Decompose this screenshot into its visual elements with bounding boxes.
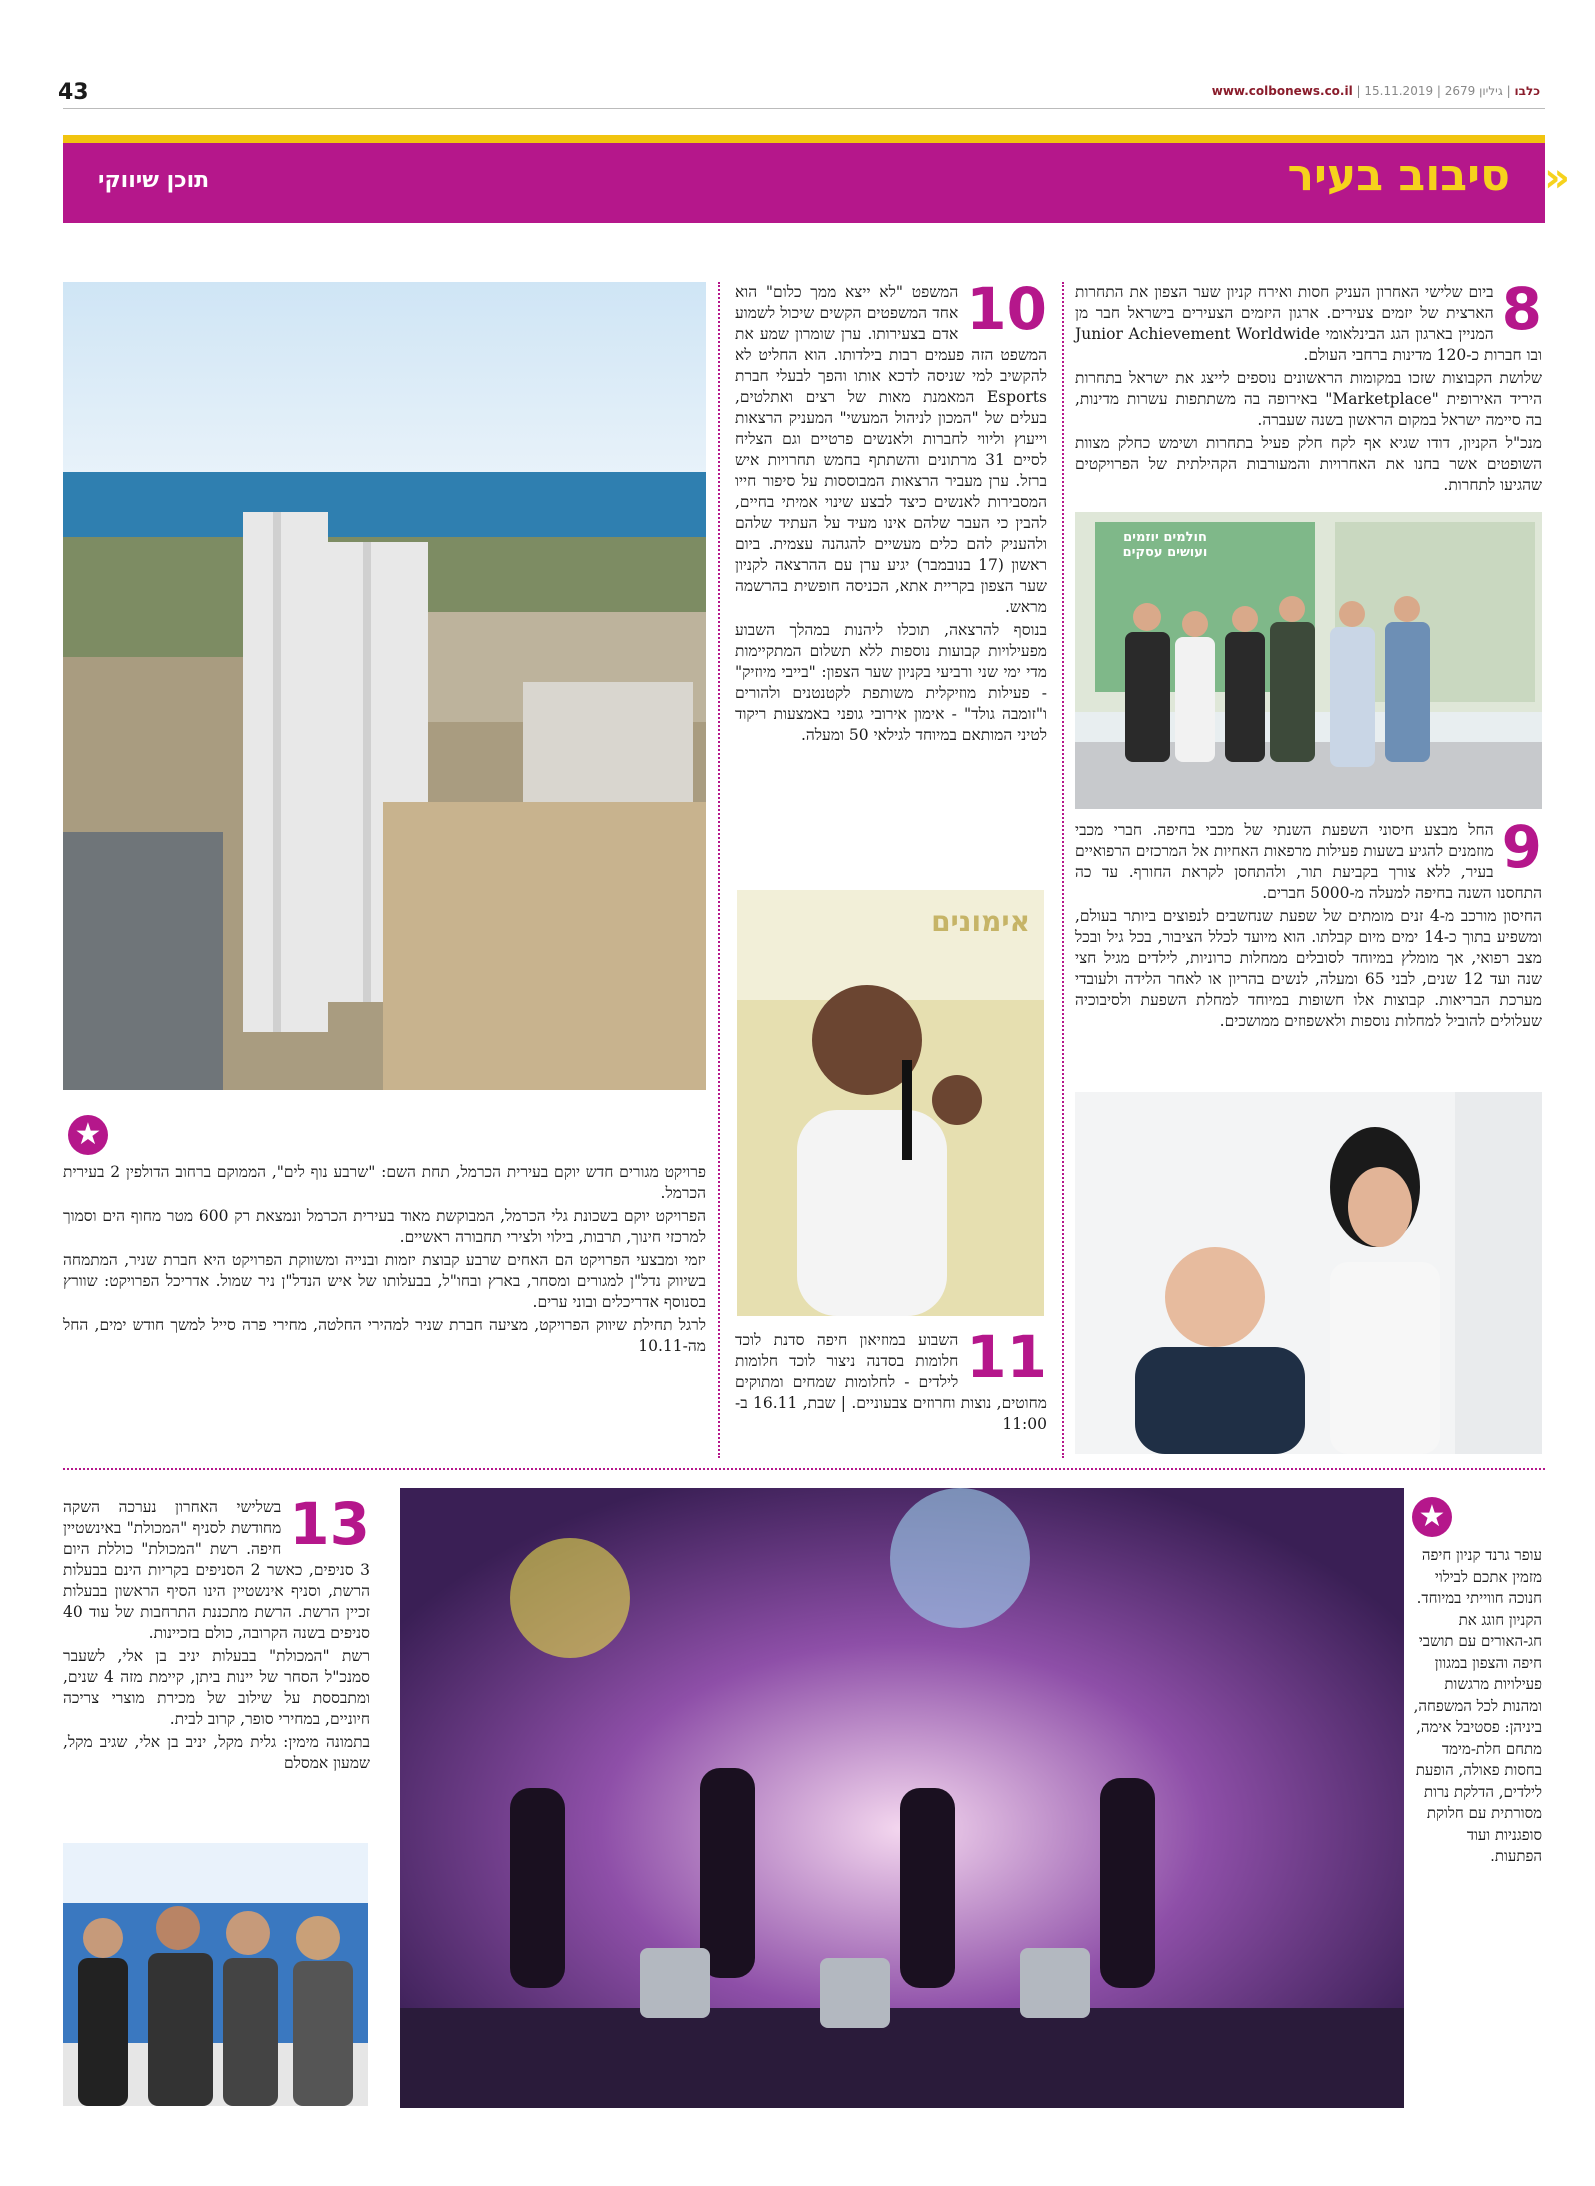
article-paragraph: החיסון מורכב מ-4 זנים מומתים של שפעת שנחשבים לנפוצים ביותר בעולם, ומשפיע בתוך כ-14 ימים מיום קבלתו. הוא מיועד לכלל הציבור, בכל גיל ובכל מצב רפואי, אך מומלץ במיוחד לסובלים ממחלות כרוניות, לילדים מגיל חצי שנה ועד 12 שנים, לבני 65 ומעלה, לנשים בהריון או לאחר הלידה ולעובדי מערכת הבריאות. קבוצות אלו חשופות במיוחד למחלת השפעת ולסיבוכיה שעלולים להוביל למחלות נוספות ולאשפוזים ממושכים. <box>1075 907 1542 1030</box>
header-rule <box>63 108 1545 109</box>
issue: גיליון 2679 <box>1444 84 1503 98</box>
article-paragraph: בתמונה מימין: גלית מקל, יניב בן אלי, שגיב מקל, שמעון אמסלם <box>63 1733 370 1772</box>
promo-paragraph: פרויקט מגורים חדש יוקם בעירית הכרמל, תחת השם: "שרבע נוף לים", הממוקם ברחוב הדולפין 2 בעירית הכרמל. <box>63 1163 706 1202</box>
article-13 <box>63 1490 371 1776</box>
section-title: סיבוב בעיר <box>1287 150 1510 201</box>
page-number: 43 <box>58 80 89 105</box>
article-paragraph: החל מבצע חיסוני השפעת השנתי של מכבי בחיפה. חברי מכבי מוזמנים להגיע בשעות פעילות מרפאות האחיות אל המרכזים הרפואיים בעיר, ללא צורך בקביעת תור, ולהתחסן לקראת החורף. עד כה התחסנו השנה בחיפה למעלה מ-5000 חברים. <box>1075 821 1542 902</box>
article-paragraph: בנוסף להרצאה, תוכלו ליהנות במהלך השבוע מפעילויות קבועות נוספות ללא תשלום המתקיימות מדי ימי שני ורביעי בקניון שער הצפון: "בייבי מיוזיק" - פעילות מוזיקלית משותפת לקטנטנים ולהורים ו"זומבה גולד" - אימון אירובי גופני באמצעות ריקוד לטיני המותאם במיוחד לגילאי 50 ומעלה. <box>735 621 1047 744</box>
masthead: www.colbonews.co.il | כלבו | גיליון 2679 | 15.11.2019 <box>1211 84 1540 98</box>
article-number: 9 <box>1501 813 1542 881</box>
article-number: 10 <box>966 275 1047 343</box>
star-icon: ★ <box>68 1115 108 1155</box>
photo-sign-text: אימונים <box>931 905 1030 938</box>
article-8 <box>1075 275 1542 498</box>
article-10 <box>735 275 1047 748</box>
article-paragraph: רשת "המכולת" בבעלות יניב בן אלי, לשעבר סמנכ"ל הסחר של יינות ביתן, קיימת מזה 4 שנים, ומתבססת על שילוב של מכירת מוצרי צריכה חיוניים, במחירי סופר, קרוב לבית. <box>63 1647 370 1728</box>
article-paragraph: שלושת הקבוצות שזכו במקומות הראשונים נוספים לייצג את ישראל בתחרות היריד האירופית "Marketplace" באירופה בה משתתפות עשרות מדינות, בה סיימה ישראל במקום הראשון בשנה שעברה. <box>1075 369 1542 429</box>
article-11 <box>735 1323 1047 1437</box>
column-divider <box>718 282 720 1458</box>
article-paragraph: ביום שלישי האחרון העניק חסות ואירח קניון שער הצפון את התחרות הארצית של יזמים צעירים. ארגון היזמים הצעירים בישראל חבר מן המניין בארגון הגג הבינלאומי Junior Achievement Worldwide ובו חברות כ-120 מדינות ברחבי העולם. <box>1075 283 1542 364</box>
article-paragraph: המשפט "לא ייצא ממך כלום" הוא אחד המשפטים הקשים שיכול לשמוע אדם בצעירותו. ערן שומרון שמע את המשפט הזה פעמים רבות בילדותו. הוא החליט לא להקשיב למי שניסה לדכא אותו והפך לבעלי חברת Esports המאמנת מאות של רצים ואתלטים, בעלים של "המכון לניהול המעשי" המעניק הרצאות וייעוץ וליווי לחברות ולאנשים פרטיים וגם הצליח לסיים 31 מרתונים והשתתף בחמש תחרויות איש ברזל. ערן מעביר הרצאות המבוססות על סיפור חייו המסבירות לאנשים כיצד לבצע שינוי אמיתי בחיים, להבין כי העבר שלהם אינו מעיד על העתיד שלהם ולהעניק להם כלים מעשיים להגהנה עצמית. ביום ראשון (17 בנובמבר) יגיע ערן עם ההרצאה לקניון שער הצפון בקריית אתא, הכניסה חופשית בהרשמה מראש. <box>735 283 1047 616</box>
date: 15.11.2019 <box>1364 84 1434 98</box>
article-paragraph: בשלישי האחרון נערכה השקה מחודשת לסניף "המכולת" באינשטיין חיפה. רשת "המכולת" כוללת היום 3 סניפים, כאשר 2 הסניפים בקריות הינם בבעלות הרשת, וסניף אינשטיין הינו הסיף הראשון בבעלות זכיין הרשת. הרשת מתכננת התרחבות של עוד 40 סניפים בשנה הקרובה, כולם בזכיינות. <box>63 1498 371 1642</box>
promo-grand-canyon <box>1412 1545 1542 1868</box>
article-number: 13 <box>289 1490 370 1558</box>
photo-residential-towers <box>63 282 706 1090</box>
banner-accent-rule <box>63 135 1545 143</box>
photo-store-opening <box>63 1843 368 2106</box>
star-icon: ★ <box>1412 1497 1452 1537</box>
promo-paragraph: לרגל תחילת שיווק הפרויקט, מציעה חברת שניר למהירי החלטה, מחירי פרה סייל למשך חודש ימים, החל מה-10.11 <box>63 1316 706 1355</box>
article-number: 8 <box>1501 275 1542 343</box>
photo-hanukkah-show <box>400 1488 1404 2108</box>
promo-paragraph: הפרויקט יוקם בשכונת גלי הכרמל, המבוקשת מאוד בעירית הכרמל ונמצאת רק 600 מטר מחוף הים וסמוך למרכזי חינוך, תרבות, בילוי ולצירי תחבורה ראשיים. <box>63 1207 707 1246</box>
promo-paragraph: יזמי ומבצעי הפרויקט הם האחים שרבע קבוצת יזמות ובנייה ומשווקת הפרויקט היא חברת שניר, המתמחה בשיווק נדל"ן למגורים ומסחר, בארץ ובחו"ל, בבעלותו של איש הנדל"ן ניר שמול. אדריכל הפרויקט: שוורץ בסנוסף אדריכלים ובוני ערים. <box>63 1251 706 1311</box>
article-paragraph: מנכ"ל הקניון, דודו שגיא אף לקח חלק פעיל בתחרות ושימש כחלק מצוות השופטים אשר בחנו את האחרויות והמעורבות הקהילתית של הפרויקטים שהגיעו לתחרות. <box>1075 434 1542 494</box>
photo-flu-vaccination <box>1075 1092 1542 1454</box>
sponsored-tag: תוכן שיווקי <box>98 168 210 193</box>
article-paragraph: השבוע במוזיאון חיפה סדנת לוכד חלומות בסדנה ניצור לוכד חלומות לילדים - לחלומות שמחים ומתוקים מחוטים, נוצות וחרוזים צבעוניים. | שבת, 16.11 ב- 11:00 <box>735 1331 1047 1433</box>
column-divider <box>1062 282 1064 1458</box>
double-chevron-icon: » <box>1544 155 1570 201</box>
brand: כלבו <box>1514 84 1540 98</box>
promo-residential-project <box>63 1162 706 1359</box>
photo-lecturer-microphone <box>737 890 1044 1316</box>
photo-sign-text: חולמים יוזמים ועושים עסקים <box>1122 530 1208 560</box>
promo-text: עופר גרנד קניון חיפה מזמין אתכם לבילוי חנוכה חווייתי במיוחד. הקניון חוגג את חג-האורים עם תושבי חיפה והצפון במגוון פעילויות מרגשות ומהנות לכל המשפחה, ביניהן: פסטיבל אימה, מתחם חלת-מימד בחסות פאולה, הופעת לילדים, הדלקת נרות מסורתית עם חלוקת סופגניות ועוד הפתעות. <box>1413 1546 1542 1865</box>
section-divider <box>63 1468 1545 1470</box>
website[interactable]: www.colbonews.co.il <box>1211 84 1353 98</box>
article-9 <box>1075 813 1542 1034</box>
article-number: 11 <box>966 1323 1047 1391</box>
